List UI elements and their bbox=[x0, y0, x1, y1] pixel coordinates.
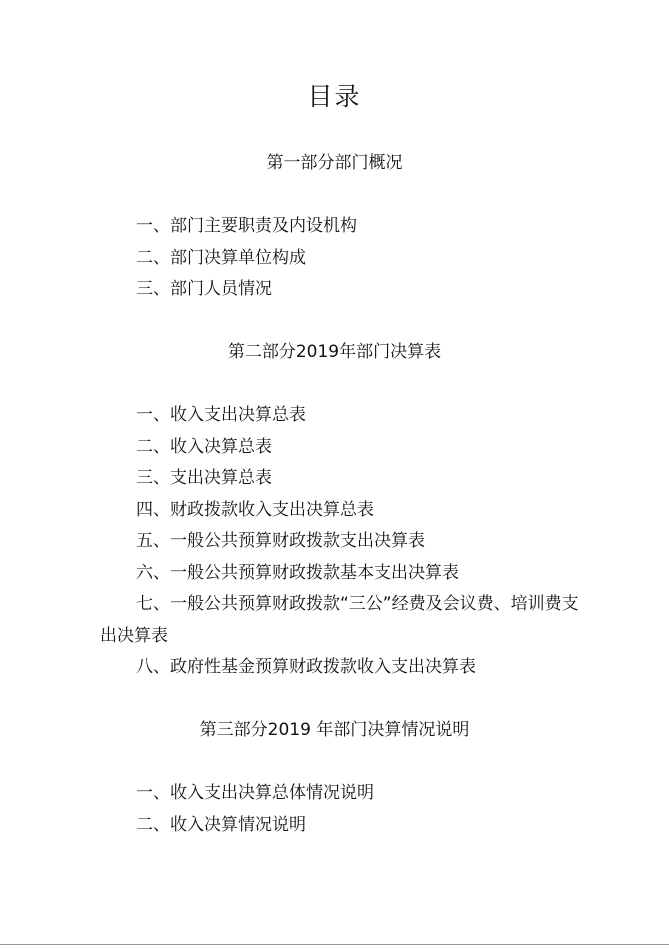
toc-item: 一、收入支出决算总体情况说明 bbox=[136, 783, 374, 803]
toc-item: 八、政府性基金预算财政拨款收入支出决算表 bbox=[136, 657, 476, 677]
section-heading-part-3: 第三部分2019 年部门决算情况说明 bbox=[199, 720, 470, 740]
page-title: 目录 bbox=[307, 82, 362, 111]
toc-item: 二、收入决算情况说明 bbox=[136, 815, 306, 835]
section-heading-part-1: 第一部分部门概况 bbox=[266, 153, 403, 173]
section-heading-part-2: 第二部分2019年部门决算表 bbox=[227, 342, 442, 362]
toc-item: 二、收入决算总表 bbox=[136, 437, 272, 457]
page-bottom-divider bbox=[0, 944, 669, 945]
toc-item: 七、一般公共预算财政拨款“三公”经费及会议费、培训费支出决算表 bbox=[100, 594, 579, 646]
toc-item: 一、收入支出决算总表 bbox=[136, 405, 306, 425]
toc-item: 六、一般公共预算财政拨款基本支出决算表 bbox=[136, 563, 459, 583]
toc-item: 四、财政拨款收入支出决算总表 bbox=[136, 500, 374, 520]
toc-item: 三、支出决算总表 bbox=[136, 468, 272, 488]
toc-item: 三、部门人员情况 bbox=[136, 279, 272, 299]
toc-item: 五、一般公共预算财政拨款支出决算表 bbox=[136, 531, 425, 551]
toc-item: 一、部门主要职责及内设机构 bbox=[136, 216, 357, 236]
toc-item: 二、部门决算单位构成 bbox=[136, 248, 306, 268]
